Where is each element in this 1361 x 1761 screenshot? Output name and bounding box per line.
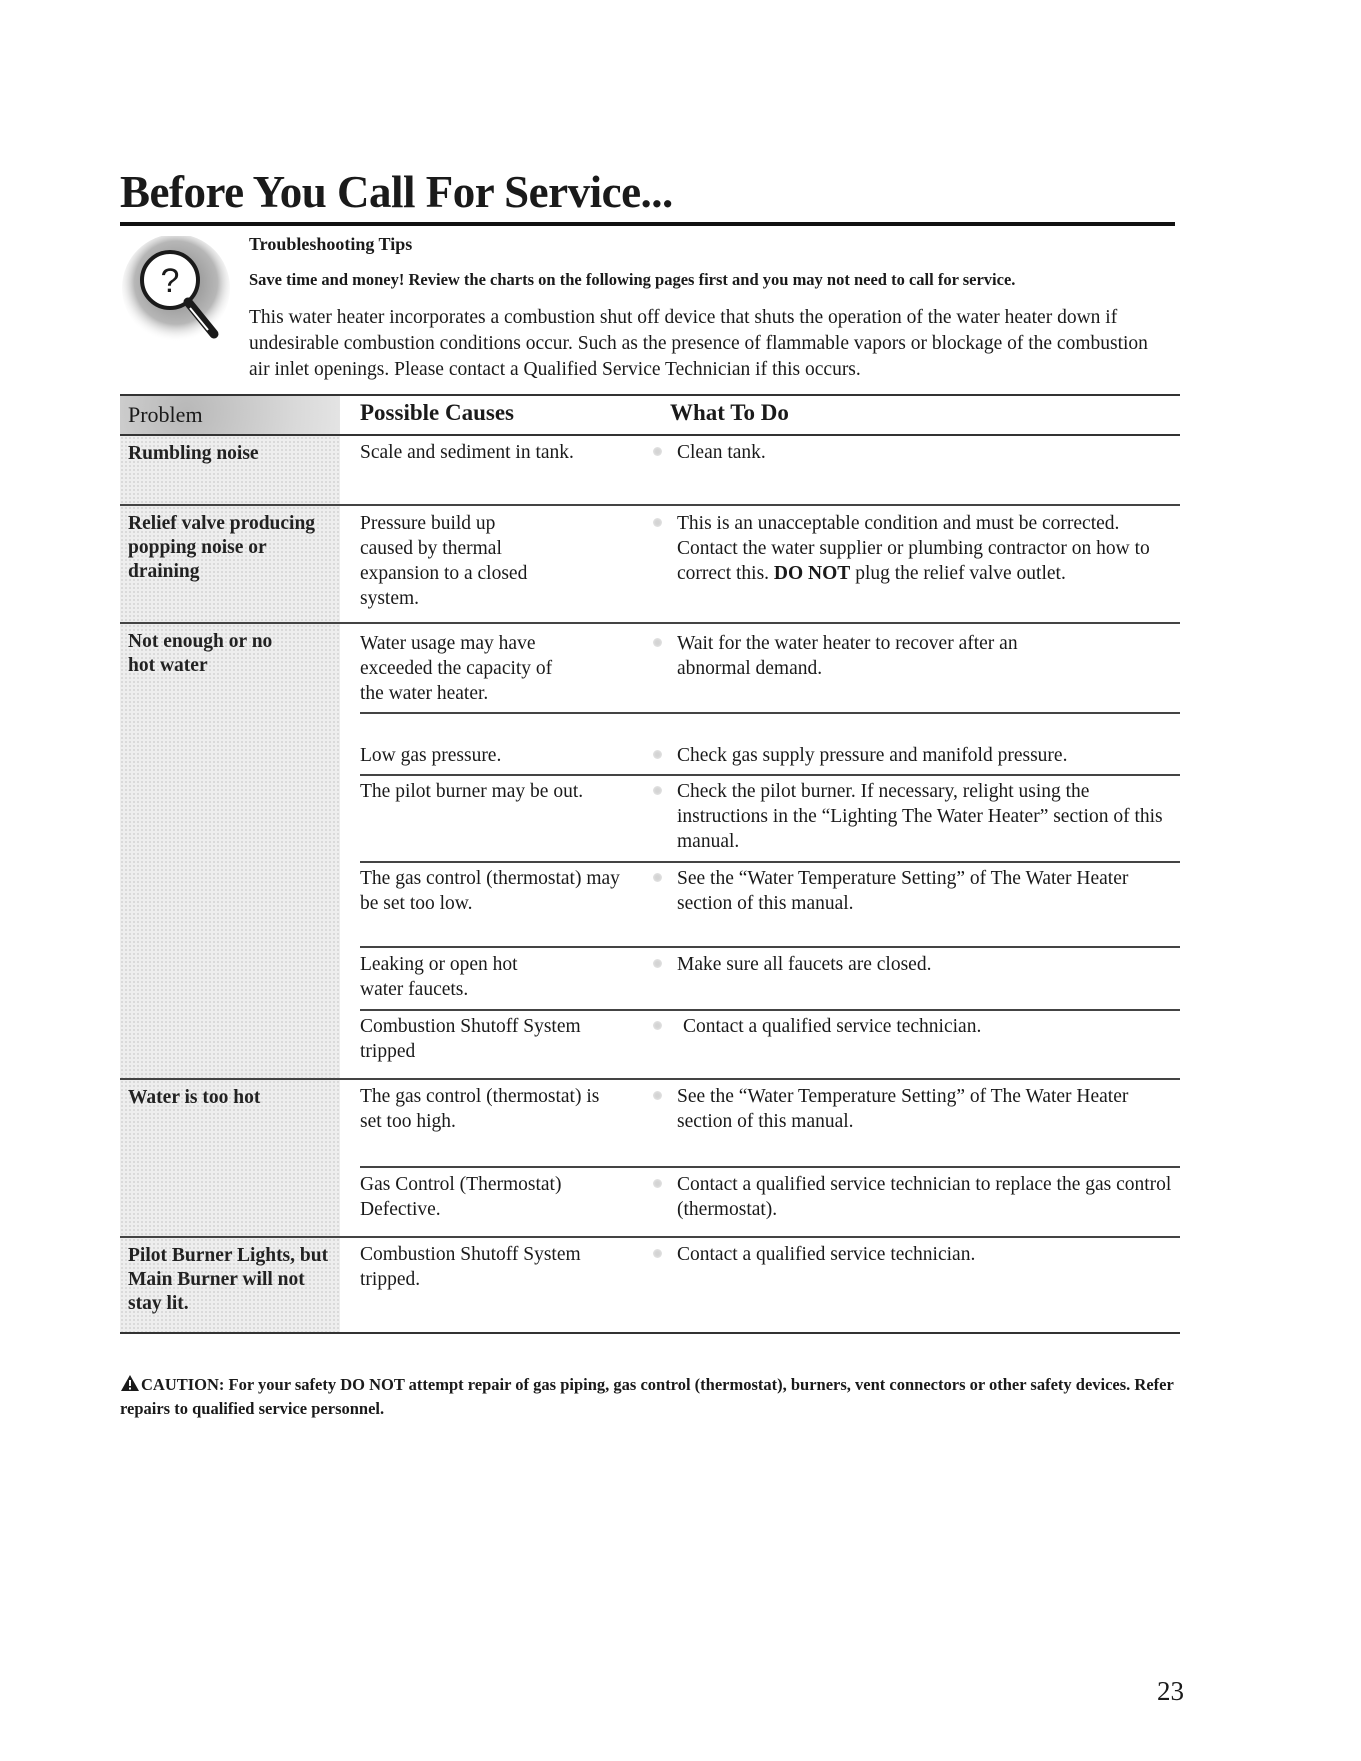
action-text: Contact a qualified service technician. [683,1016,982,1037]
page-title: Before You Call For Service... [120,167,673,217]
bullet-icon [653,959,662,968]
action-item [653,1242,1173,1267]
action-text: Contact a qualified service technician to replace the gas control (thermostat). [677,1174,1172,1220]
row-separator [360,946,1180,948]
problem-label: Pilot Burner Lights, but Main Burner will not stay lit. [128,1245,329,1314]
row-separator [120,622,1180,624]
row-separator [360,1009,1180,1011]
table-bottom-rule [120,1332,1180,1334]
action-text: Contact a qualified service technician. [677,1244,976,1265]
title-rule [120,222,1175,226]
tips-body: This water heater incorporates a combustion shut off device that shuts the operation of the water heater down if undesirable combustion conditions occur. Such as the presence of flammable vapors or blockage of the combustion air inlet openings. Please contact a Qualified Service Technician if this occurs. [249,307,1148,380]
question-magnifier-icon [118,236,238,356]
action-item [653,779,1173,854]
action-item [653,1014,1173,1039]
action-text: See the “Water Temperature Setting” of The Water Heater section of this manual. [677,868,1129,914]
action-text: Check gas supply pressure and manifold pressure. [677,745,1068,766]
row-separator [360,1166,1180,1168]
problem-cell-not-enough-hot-water [120,624,340,1078]
bullet-icon [653,1091,662,1100]
cause-text: The gas control (thermostat) may be set too low. [360,868,620,914]
row-separator [360,712,1180,714]
action-item [653,866,1173,916]
svg-text:?: ? [160,262,180,300]
bullet-icon [653,447,662,456]
bullet-icon [653,1249,662,1258]
cause-text: Gas Control (Thermostat) Defective. [360,1174,562,1220]
tips-save-time: Save time and money! Review the charts on the following pages first and you may not need to call for service. [249,270,1016,289]
caution-notice [120,1373,1180,1421]
caution-label: CAUTION: [141,1375,225,1394]
row-separator [360,861,1180,863]
action-text-emphasis: DO NOT [773,563,851,584]
action-text: Wait for the water heater to recover after an abnormal demand. [677,633,1018,679]
action-text: Check the pilot burner. If necessary, relight using the instructions in the “Lighting The Water Heater” section of this manual. [677,781,1163,852]
header-what-to-do: What To Do [670,400,789,425]
action-text: See the “Water Temperature Setting” of The Water Heater section of this manual. [677,1086,1129,1132]
action-item [653,440,1173,465]
bullet-icon [653,1179,662,1188]
bullet-icon [653,1021,662,1030]
action-item [653,952,1173,977]
action-item [653,511,1173,586]
cause-text: The pilot burner may be out. [360,781,584,802]
bullet-icon [653,786,662,795]
page-number: 23 [1157,1676,1184,1706]
cause-text: Combustion Shutoff System tripped. [360,1244,581,1290]
action-item [653,743,1173,768]
row-separator [120,1236,1180,1238]
bullet-icon [653,518,662,527]
problem-label: Relief valve producing popping noise or draining [128,513,316,582]
action-text: Make sure all faucets are closed. [677,954,932,975]
action-item [653,1172,1173,1222]
action-text [677,511,1173,586]
action-item [653,1084,1173,1134]
problem-cell-water-too-hot [120,1080,340,1236]
caution-text: For your safety DO NOT attempt repair of gas piping, gas control (thermostat), burners, vent connectors or other safety devices. Refer repairs to qualified service personnel. [120,1375,1174,1418]
bullet-icon [653,873,662,882]
header-problem-label: Problem [128,402,203,427]
problem-cell-pilot-burner [120,1238,340,1332]
row-separator [360,774,1180,776]
problem-label: Rumbling noise [128,443,259,464]
cause-text: Combustion Shutoff System tripped [360,1016,581,1062]
header-problem [120,396,340,434]
header-possible-causes: Possible Causes [360,400,514,425]
warning-triangle-icon [120,1374,140,1392]
problem-label: Water is too hot [128,1087,261,1108]
cause-text: Scale and sediment in tank. [360,442,574,463]
cause-text: The gas control (thermostat) is set too high. [360,1086,600,1132]
cause-text: Pressure build up caused by thermal expansion to a closed system. [360,513,528,609]
cause-text: Low gas pressure. [360,745,502,766]
problem-cell-relief-valve [120,506,340,622]
tips-title: Troubleshooting Tips [249,234,413,254]
cause-text: Leaking or open hot water faucets. [360,954,518,1000]
row-separator [120,1078,1180,1080]
problem-label: Not enough or no hot water [128,631,273,676]
problem-cell-rumbling-noise [120,436,340,504]
action-text: Clean tank. [677,442,766,463]
action-text-post: plug the relief valve outlet. [850,563,1066,584]
bullet-icon [653,750,662,759]
bullet-icon [653,638,662,647]
row-separator [120,504,1180,506]
action-item [653,631,1093,681]
cause-text: Water usage may have exceeded the capacity of the water heater. [360,633,553,704]
action-text-pre: This is an unacceptable condition and must be corrected. Contact the water supplier or plumbing contractor on how to correct this. [677,513,1150,584]
